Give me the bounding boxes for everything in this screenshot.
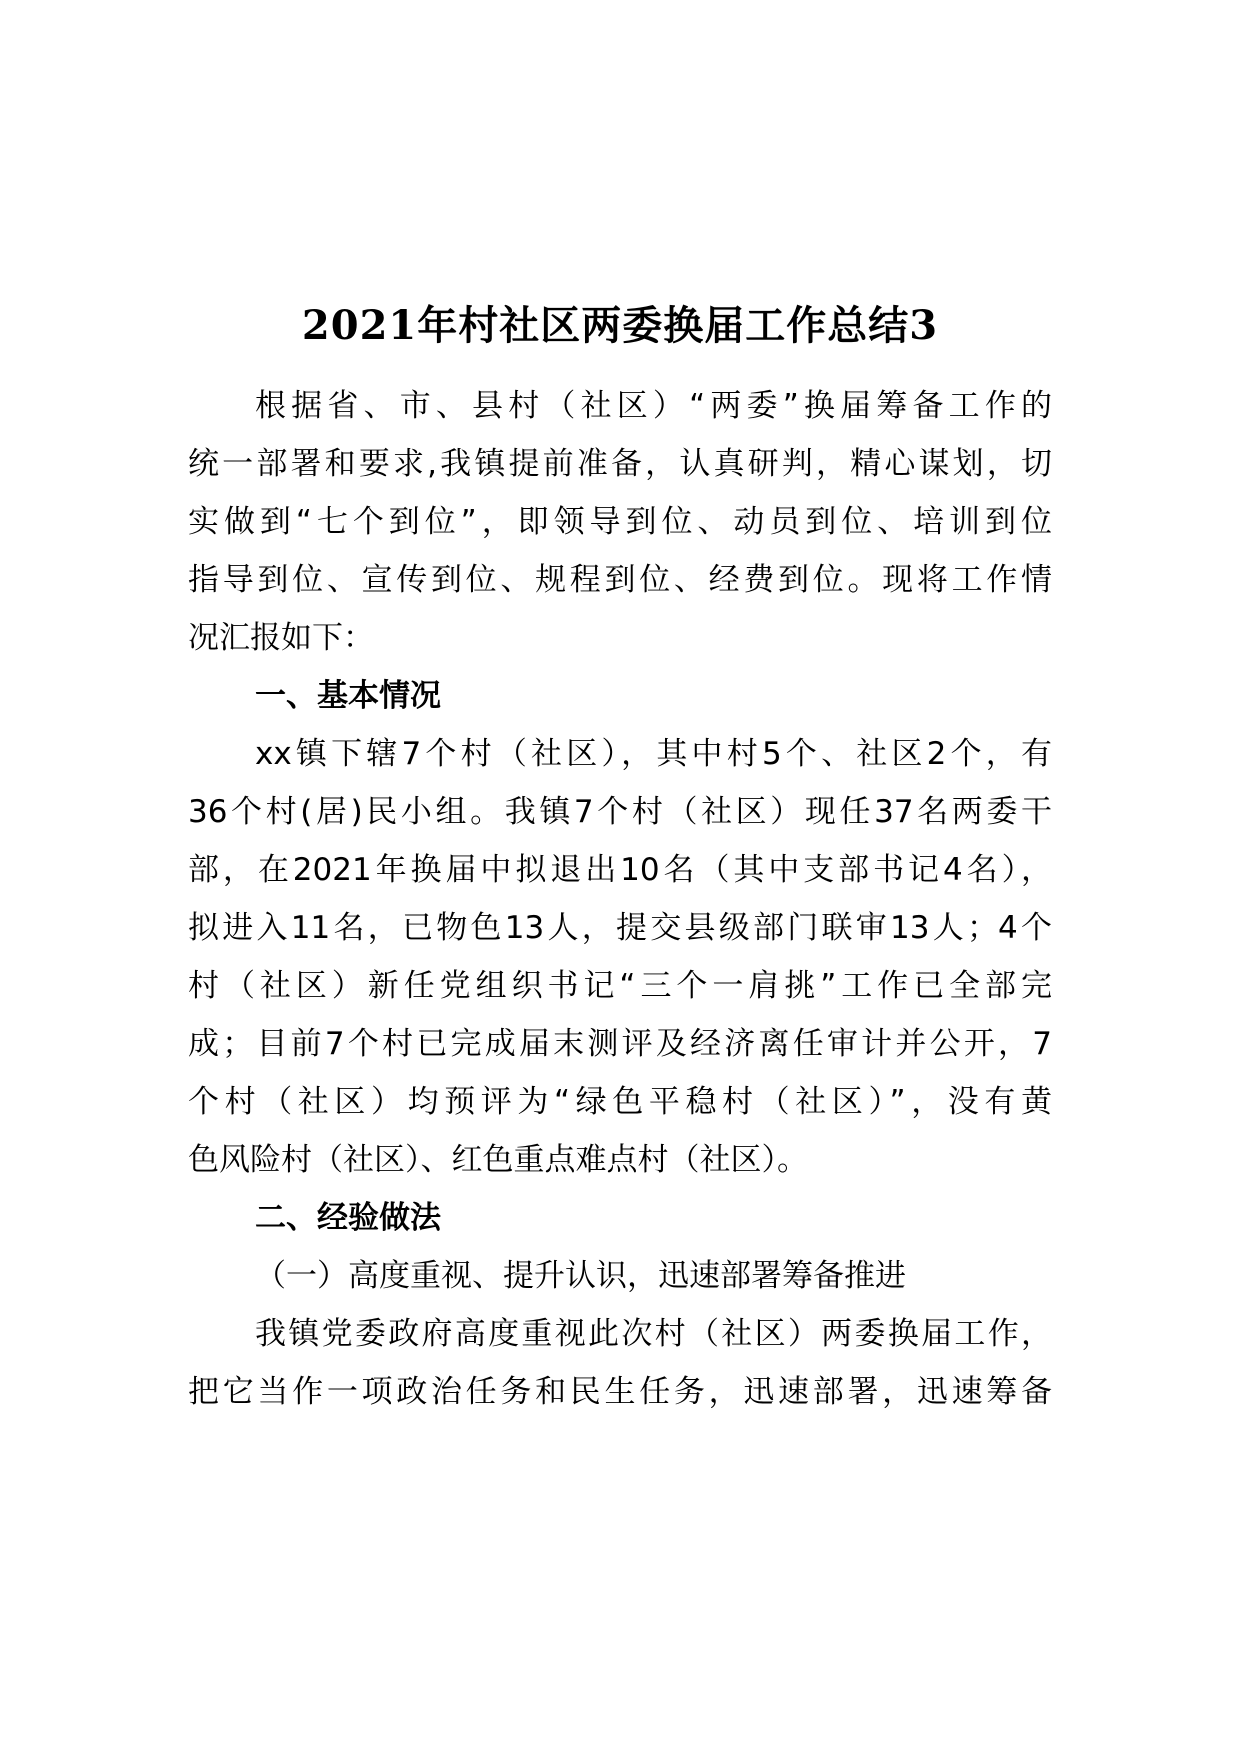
section-1-heading: 一、基本情况 <box>255 678 441 714</box>
intro-line-4: 指导到位、宣传到位、规程到位、经费到位。现将工作情 <box>188 562 1052 598</box>
section-2-heading: 二、经验做法 <box>255 1200 441 1236</box>
section-1-line-1: xx镇下辖7个村（社区），其中村5个、社区2个，有 <box>255 736 1052 772</box>
section-2-subheading: （一）高度重视、提升认识，迅速部署筹备推进 <box>255 1258 906 1294</box>
section-1-line-8: 色风险村（社区）、红色重点难点村（社区）。 <box>188 1142 808 1178</box>
intro-line-5: 况汇报如下： <box>188 620 374 656</box>
section-2-line-1: 我镇党委政府高度重视此次村（社区）两委换届工作， <box>255 1316 1052 1352</box>
document-title: 2021年村社区两委换届工作总结3 <box>301 302 939 349</box>
section-1-line-2: 36个村(居)民小组。我镇7个村（社区）现任37名两委干 <box>188 794 1052 830</box>
section-1-line-3: 部，在2021年换届中拟退出10名（其中支部书记4名）， <box>188 852 1052 888</box>
section-2-line-2: 把它当作一项政治任务和民生任务，迅速部署，迅速筹备 <box>188 1374 1052 1410</box>
intro-line-2: 统一部署和要求,我镇提前准备，认真研判，精心谋划，切 <box>188 446 1052 482</box>
intro-line-3: 实做到“七个到位”，即领导到位、动员到位、培训到位 <box>188 504 1052 540</box>
section-1-line-6: 成；目前7个村已完成届末测评及经济离任审计并公开，7 <box>188 1026 1052 1062</box>
intro-line-1: 根据省、市、县村（社区）“两委”换届筹备工作的 <box>255 388 1052 424</box>
section-1-line-4: 拟进入11名，已物色13人，提交县级部门联审13人；4个 <box>188 910 1052 946</box>
section-1-line-5: 村（社区）新任党组织书记“三个一肩挑”工作已全部完 <box>188 968 1052 1004</box>
section-1-line-7: 个村（社区）均预评为“绿色平稳村（社区）”，没有黄 <box>188 1084 1052 1120</box>
